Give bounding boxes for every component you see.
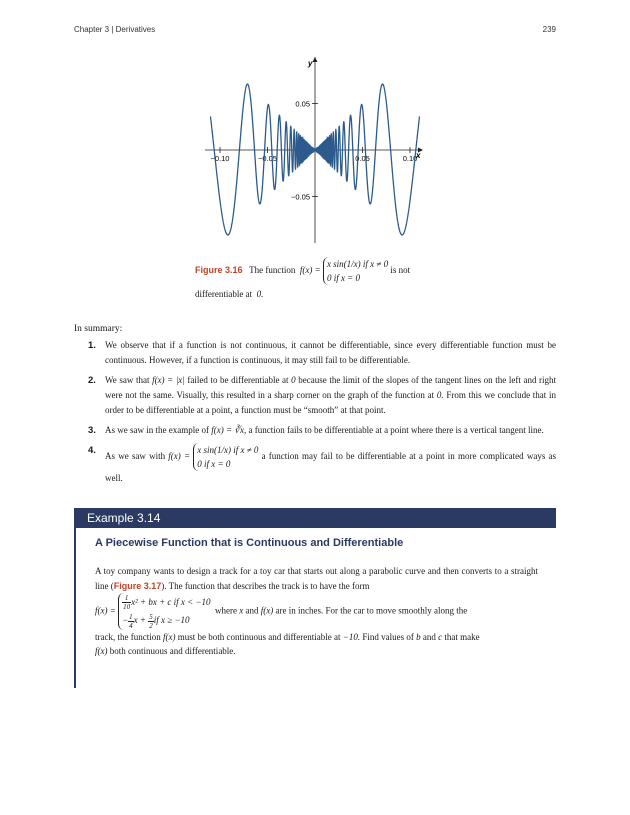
item-math: f(x) =	[168, 451, 191, 462]
example-text: Find values of	[362, 631, 414, 642]
figure-caption	[195, 257, 410, 285]
item-math: f(x) = ∛x,	[211, 425, 247, 435]
piecewise-case-2-end: if x ≥ −10	[153, 615, 190, 626]
x-tick-label: 0.05	[355, 154, 370, 163]
item-text: failed to be differentiable at	[187, 375, 289, 385]
piecewise-case-1: x sin(1/x) if x ≠ 0	[197, 445, 259, 455]
caption-case-1: x sin(1/x) if x ≠ 0	[326, 259, 389, 269]
example-math: f(x)	[260, 605, 274, 616]
fraction	[122, 594, 131, 611]
numerator: 5	[149, 612, 153, 621]
item-math: 0.	[436, 390, 444, 400]
item-text: We saw that	[105, 375, 150, 385]
item-text: because the limit of the slopes of the tangent lines on the left and right were not the same. Visually, this resulted in a sharp corner on the graph of the function at	[105, 375, 557, 400]
item-text: a function may fail to be differentiable at a point in more complicated ways as well.	[105, 451, 557, 483]
example-text: that make	[444, 631, 480, 642]
example-math: c	[438, 631, 443, 642]
caption-piecewise	[323, 257, 388, 285]
y-tick-label: −0.05	[291, 192, 310, 202]
example-fx: f(x) =	[95, 605, 116, 616]
summary-list	[74, 338, 556, 491]
item-math: f(x) = |x|	[152, 375, 185, 385]
example-left-border	[74, 528, 76, 688]
list-item	[74, 443, 556, 486]
example-text: and	[422, 631, 436, 642]
item-number: 2.	[88, 375, 96, 386]
y-axis-label: y	[308, 59, 313, 68]
denominator: 10	[123, 603, 131, 612]
example-text: must be both continuous and differentiable at	[177, 631, 341, 642]
x-tick-label: −0.10	[210, 154, 230, 163]
example-text: A toy company wants to design a track for a toy car that starts out along a parabolic curve and then converts to a straight line (	[95, 566, 538, 591]
caption-text: The function	[249, 265, 296, 276]
x-tick-label: 0.10	[402, 154, 418, 163]
list-item	[74, 423, 556, 438]
item-number: 1.	[88, 340, 96, 351]
running-header-chapter: Chapter 3 | Derivatives	[74, 25, 156, 34]
example-piecewise	[118, 593, 210, 630]
page-number: 239	[542, 25, 556, 34]
denominator: 2	[149, 621, 153, 630]
figure-reference-link[interactable]: Figure 3.17	[113, 580, 162, 591]
list-item	[74, 373, 556, 418]
item-text: a function fails to be differentiable at a point where there is a vertical tangent line.	[248, 425, 544, 435]
caption-line-2: differentiable at	[195, 289, 253, 299]
item-text: As we saw in the example of	[105, 425, 209, 435]
piecewise-case-2-mid: x +	[133, 615, 146, 626]
example-body	[95, 564, 538, 659]
example-math: f(x)	[162, 631, 176, 642]
x-axis-label: x	[416, 151, 421, 160]
item-math: 0	[291, 375, 296, 385]
example-text: where	[215, 605, 238, 616]
summary-heading: In summary:	[74, 324, 123, 334]
caption-end: is not	[390, 265, 411, 276]
numerator: 1	[129, 612, 133, 621]
y-axis-arrow	[313, 57, 318, 62]
example-math: b	[416, 631, 421, 642]
example-math: x	[239, 605, 244, 616]
numerator: 1	[122, 594, 131, 603]
example-text: ). The function that describes the track is to have the form	[161, 580, 370, 591]
figure-3-16-graph	[200, 55, 425, 245]
example-title: A Piecewise Function that is Continuous and Differentiable	[95, 537, 404, 549]
caption-zero: 0.	[256, 289, 264, 299]
example-text: track, the function	[95, 631, 161, 642]
caption-case-2: 0 if x = 0	[326, 273, 361, 283]
x-tick-label: −0.05	[258, 154, 277, 163]
example-math: −10.	[342, 631, 361, 642]
item-number: 3.	[88, 425, 96, 436]
example-text: both continuous and differentiable.	[109, 646, 236, 657]
caption-fx: f(x) =	[299, 265, 321, 276]
example-text: and	[245, 605, 259, 616]
figure-label: Figure 3.16	[195, 265, 243, 276]
example-header-bar: Example 3.14	[74, 508, 556, 528]
item-text: We observe that if a function is not continuous, it cannot be differentiable, since every differentiable function must be continuous. However, if a function is continuous, it may still fail to be differentiable.	[105, 340, 556, 365]
denominator: 4	[129, 621, 133, 630]
item-text: As we saw with	[105, 451, 166, 462]
example-math: f(x)	[95, 646, 108, 657]
item-piecewise	[193, 443, 258, 471]
minus-sign: −	[122, 615, 129, 626]
item-text: From this we conclude that in order to be differentiable at a point, a function must be “smooth” at that point.	[105, 390, 557, 415]
example-text: are in inches. For the car to move smoothly along the	[275, 605, 468, 616]
y-tick-label: 0.05	[295, 99, 310, 109]
list-item	[74, 338, 556, 368]
piecewise-case-1: x² + bx + c if x < −10	[131, 597, 211, 607]
figure-caption-line-2	[195, 289, 263, 299]
item-number: 4.	[88, 445, 96, 456]
piecewise-case-2: 0 if x = 0	[197, 459, 231, 469]
